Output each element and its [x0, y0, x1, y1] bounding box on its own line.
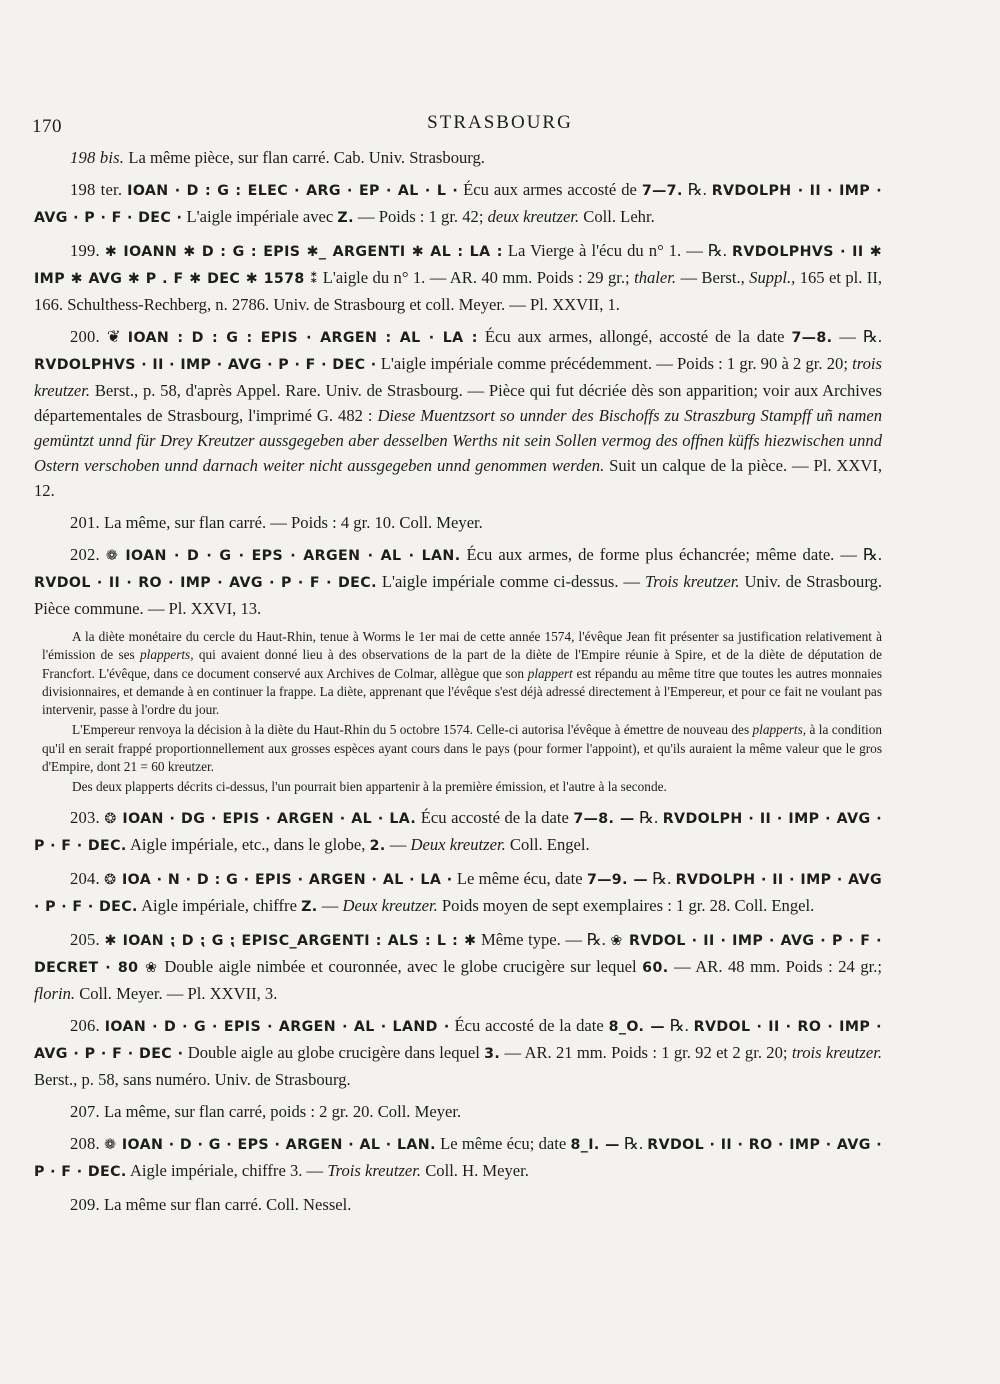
- reverse-mark: ℞.: [863, 327, 883, 346]
- note-text: qui avaient donné lieu à des observations de la part de la diète de l'Empire réunie à Spire, et de la diète de députation de Francfort. L'évêque, dans ce document conservé aux Archives de Colmar, allègue que son: [42, 647, 882, 681]
- reverse-legend: RVDOLPH · II · IMP · AVG · P · F · DEC.: [34, 871, 883, 915]
- entry-text: Même type. —: [481, 929, 583, 949]
- reverse-legend: RVDOLPHVS · II ✱ IMP ✱ AVG ✱ P . F ✱ DEC ✱ 1578 ⁑: [34, 244, 883, 287]
- entry-text: Coll. Meyer. — Pl. XXVII, 3.: [79, 983, 278, 1003]
- entry-text: — Berst.,: [680, 268, 745, 287]
- entry-text: — AR. 21 mm. Poids : 1 gr. 92 et 2 gr. 20;: [504, 1042, 788, 1062]
- obverse-legend: ❁ IOAN · D · G · EPS · ARGEN · AL · LAN.: [104, 1136, 436, 1153]
- denomination: florin.: [34, 983, 76, 1003]
- denomination: Deux kreutzer.: [410, 834, 506, 854]
- reverse-legend: RVDOLPHVS · II · IMP · AVG · P · F · DEC ·: [34, 357, 377, 373]
- note-paragraph: [42, 628, 882, 719]
- entry-text: —: [389, 834, 407, 854]
- entry-text: Univ. de Strasbourg. Pièce commune. — Pl. XXVI, 13.: [34, 572, 882, 618]
- note-text: est répandu au même titre que toutes les autres monnaies divisionnaires, et demande à en continuer la frappe. La diète, apprenant que l'évêque s'est déjà adressé directement à l'Empereur, et pour ce fait ne voulant pas intervenir, passe à l'ordre du jour.: [42, 665, 882, 718]
- reverse-legend: ❀ RVDOL · II · IMP · AVG · P · F · DECRET · 80 ❀: [34, 932, 882, 976]
- entry-text: Écu aux armes accosté de: [463, 180, 637, 199]
- entry-number: 202.: [70, 545, 100, 564]
- reverse-mark: ℞.: [639, 807, 659, 827]
- date-mark: 8_I. —: [570, 1136, 620, 1153]
- denomination: thaler.: [634, 268, 677, 287]
- entry-206: [34, 1013, 882, 1092]
- letter-mark: 3.: [484, 1045, 501, 1062]
- entry-202: [34, 542, 882, 621]
- entry-201: [34, 510, 882, 535]
- reverse-mark: ℞.: [624, 1133, 644, 1153]
- entry-208: [34, 1131, 882, 1185]
- reverse-mark: ℞.: [862, 545, 882, 564]
- reverse-mark: ℞.: [669, 1015, 689, 1035]
- entry-text: Berst., p. 58, d'après Appel. Rare. Univ. de Strasbourg. — Pièce qui fut décriée dès son apparition; voir aux Archives départementales de Strasbourg, l'imprimé G. 482 :: [34, 381, 883, 425]
- letter-mark: Z.: [337, 210, 354, 226]
- entry-text: L'aigle du n° 1. — AR. 40 mm. Poids : 29 gr.;: [322, 268, 630, 287]
- letter-mark: 2.: [369, 837, 386, 854]
- entry-text: —: [839, 327, 856, 346]
- entry-number: 205.: [70, 929, 100, 949]
- entry-number: 207.: [70, 1101, 100, 1121]
- entry-198bis: [34, 145, 882, 170]
- date-mark: 7—9. —: [586, 871, 648, 888]
- note-term: plappert: [527, 665, 573, 681]
- reverse-mark: ℞.: [586, 929, 606, 949]
- entry-text: Le même écu, date: [456, 868, 583, 888]
- entry-text: Double aigle au globe crucigère dans lequel: [187, 1042, 480, 1062]
- entry-text: Coll. Lehr.: [583, 207, 655, 226]
- entry-number: 206.: [70, 1015, 100, 1035]
- entry-number: 199.: [70, 241, 100, 260]
- reverse-mark: ℞.: [652, 868, 672, 888]
- entry-text: Berst., p. 58, sans numéro. Univ. de Strasbourg.: [34, 1069, 351, 1089]
- denomination: trois kreutzer.: [34, 354, 882, 400]
- date-mark: 7—8. —: [573, 810, 635, 827]
- obverse-legend: IOAN : D : G : EPIS · ARGEN : AL · LA :: [127, 330, 478, 346]
- reverse-legend: RVDOLPH · II · IMP · AVG · P · F · DEC ·: [34, 183, 883, 226]
- entry-number: 208.: [70, 1133, 100, 1153]
- entry-text: Écu aux armes, de forme plus échancrée; même date. —: [466, 545, 857, 564]
- entry-text: Poids moyen de sept exemplaires : 1 gr. 28. Coll. Engel.: [441, 895, 815, 915]
- obverse-legend: IOAN · D · G · EPIS · ARGEN · AL · LAND ·: [104, 1018, 450, 1035]
- entry-text: Aigle impériale, chiffre: [141, 895, 297, 915]
- reverse-legend: RVDOL · II · RO · IMP · AVG · P · F · DEC.: [34, 575, 377, 591]
- date-mark: 7—7.: [641, 183, 683, 199]
- entry-text: Suit un calque de la pièce. — Pl. XXVI, 12.: [34, 456, 882, 500]
- entry-text: Écu accosté de la date: [420, 807, 569, 827]
- denomination: Deux kreutzer.: [342, 895, 438, 915]
- entry-text: L'aigle impériale comme précédemment. — Poids : 1 gr. 90 à 2 gr. 20;: [380, 354, 848, 373]
- entry-number: 198 bis.: [70, 148, 125, 167]
- obverse-legend: ❂ IOAN · DG · EPIS · ARGEN · AL · LA.: [104, 810, 417, 827]
- entry-text: L'aigle impériale avec: [186, 207, 334, 226]
- entry-text: Double aigle nimbée et couronnée, avec le globe crucigère sur lequel: [164, 956, 637, 976]
- entry-text: La même, sur flan carré, poids : 2 gr. 20. Coll. Meyer.: [104, 1101, 462, 1121]
- entry-198ter: [34, 177, 882, 231]
- denomination: Trois kreutzer.: [644, 572, 740, 591]
- entry-text: La Vierge à l'écu du n° 1. —: [507, 241, 703, 260]
- note-term: plapperts,: [752, 722, 807, 738]
- entry-text: Écu accosté de la date: [454, 1015, 604, 1035]
- archival-quote: Diese Muentzsort so unnder des Bischoffs zu Straszburg Stampff uñ namen gemüntzt unnd für Drey Kreutzer aussgegeben aber desselben Werths nit sein Sollen vermog des offnen küffs hiezwischen unnd Ostern verschoben unnd darnach weiter nicht aussgegeben unnd genommen werden.: [34, 406, 883, 475]
- denomination: deux kreutzer.: [487, 207, 580, 226]
- reverse-mark: ℞.: [687, 180, 707, 199]
- letter-mark: Z.: [301, 898, 318, 915]
- denomination: Trois kreutzer.: [327, 1160, 422, 1180]
- obverse-legend: ❂ IOA · N · D : G · EPIS · ARGEN · AL · LA ·: [104, 871, 453, 888]
- entry-204: [34, 866, 882, 920]
- entry-203: [34, 805, 882, 859]
- page-number: 170: [32, 116, 62, 137]
- entry-number: 209.: [70, 1194, 100, 1214]
- entry-number: 204.: [70, 868, 100, 888]
- reverse-legend: RVDOL · II · RO · IMP · AVG · P · F · DEC.: [34, 1136, 882, 1180]
- entry-text: Coll. Engel.: [509, 834, 590, 854]
- obverse-legend: ✱ IOAN ⁏ D ⁏ G ⁏ EPISC_ARGENTI : ALS : L : ✱: [104, 932, 477, 949]
- entry-207: [34, 1099, 882, 1124]
- footnote-block: [42, 628, 882, 797]
- entry-205: [34, 927, 882, 1006]
- denomination: trois kreutzer.: [791, 1042, 882, 1062]
- entry-209: [34, 1192, 882, 1217]
- entry-text: Coll. H. Meyer.: [425, 1160, 529, 1180]
- date-mark: 8_O. —: [608, 1018, 665, 1035]
- note-text: L'Empereur renvoya la décision à la diète du Haut-Rhin du 5 octobre 1574. Celle-ci autorisa l'évêque à émettre de nouveau des: [72, 722, 750, 738]
- running-head-title: STRASBOURG: [427, 112, 573, 133]
- obverse-legend: ✱ IOANN ✱ D : G : EPIS ✱_ ARGENTI ✱ AL : LA :: [104, 244, 503, 260]
- date-mark: 7—8.: [791, 330, 833, 346]
- reference-title: Suppl.,: [749, 268, 796, 287]
- entry-199: [34, 238, 882, 317]
- entry-text: 165 et pl. II, 166. Schulthess-Rechberg, n. 2786. Univ. de Strasbourg et coll. Meyer. — Pl. XXVII, 1.: [34, 268, 882, 314]
- reverse-legend: RVDOL · II · RO · IMP · AVG · P · F · DEC ·: [34, 1018, 882, 1062]
- letter-mark: 60.: [642, 959, 669, 976]
- note-paragraph: [42, 721, 882, 776]
- entry-text: Aigle impériale, etc., dans le globe,: [129, 834, 366, 854]
- reverse-mark: ℞.: [707, 241, 727, 260]
- note-text: à la condition qu'il en serait frappé proportionnellement aux grosses espèces ayant cours dans le pays (pour former l'appoint), et qu'ils auraient la même valeur que le gros d'Empire, dont 21 = 60 kreutzer.: [42, 722, 883, 775]
- entry-number: 198 ter.: [70, 180, 123, 199]
- obverse-legend: ❁ IOAN · D · G · EPS · ARGEN · AL · LAN.: [105, 548, 461, 564]
- entry-text: — Poids : 1 gr. 42;: [358, 207, 484, 226]
- entry-number: 200.: [70, 327, 100, 346]
- entry-text: — AR. 48 mm. Poids : 24 gr.;: [674, 956, 883, 976]
- note-text: Des deux plapperts décrits ci-dessus, l'un pourrait bien appartenir à la première émission, et l'autre à la seconde.: [72, 779, 667, 795]
- entry-text: La même sur flan carré. Coll. Nessel.: [104, 1194, 352, 1214]
- catalogue-entries: [34, 145, 882, 1224]
- obverse-legend: IOAN · D : G : ELEC · ARG · EP · AL · L ·: [127, 183, 459, 199]
- entry-200: [34, 324, 882, 503]
- ornament-icon: ❦: [106, 327, 121, 346]
- entry-text: La même pièce, sur flan carré. Cab. Univ. Strasbourg.: [128, 148, 485, 167]
- reverse-legend: RVDOLPH · II · IMP · AVG · P · F · DEC.: [34, 810, 883, 854]
- note-paragraph: [42, 778, 882, 796]
- entry-text: Le même écu; date: [440, 1133, 567, 1153]
- note-term: plapperts,: [140, 647, 194, 663]
- entry-text: Écu aux armes, allongé, accosté de la date: [484, 327, 785, 346]
- entry-text: —: [321, 895, 339, 915]
- entry-number: 203.: [70, 807, 100, 827]
- entry-text: Aigle impériale, chiffre 3. —: [129, 1160, 324, 1180]
- entry-text: L'aigle impériale comme ci-dessus. —: [381, 572, 641, 591]
- entry-text: La même, sur flan carré. — Poids : 4 gr. 10. Coll. Meyer.: [104, 513, 483, 532]
- note-text: A la diète monétaire du cercle du Haut-Rhin, tenue à Worms le 1er mai de cette année 1574, l'évêque Jean fit présenter sa justification relativement à l'émission de ses: [42, 629, 882, 663]
- entry-number: 201.: [70, 513, 100, 532]
